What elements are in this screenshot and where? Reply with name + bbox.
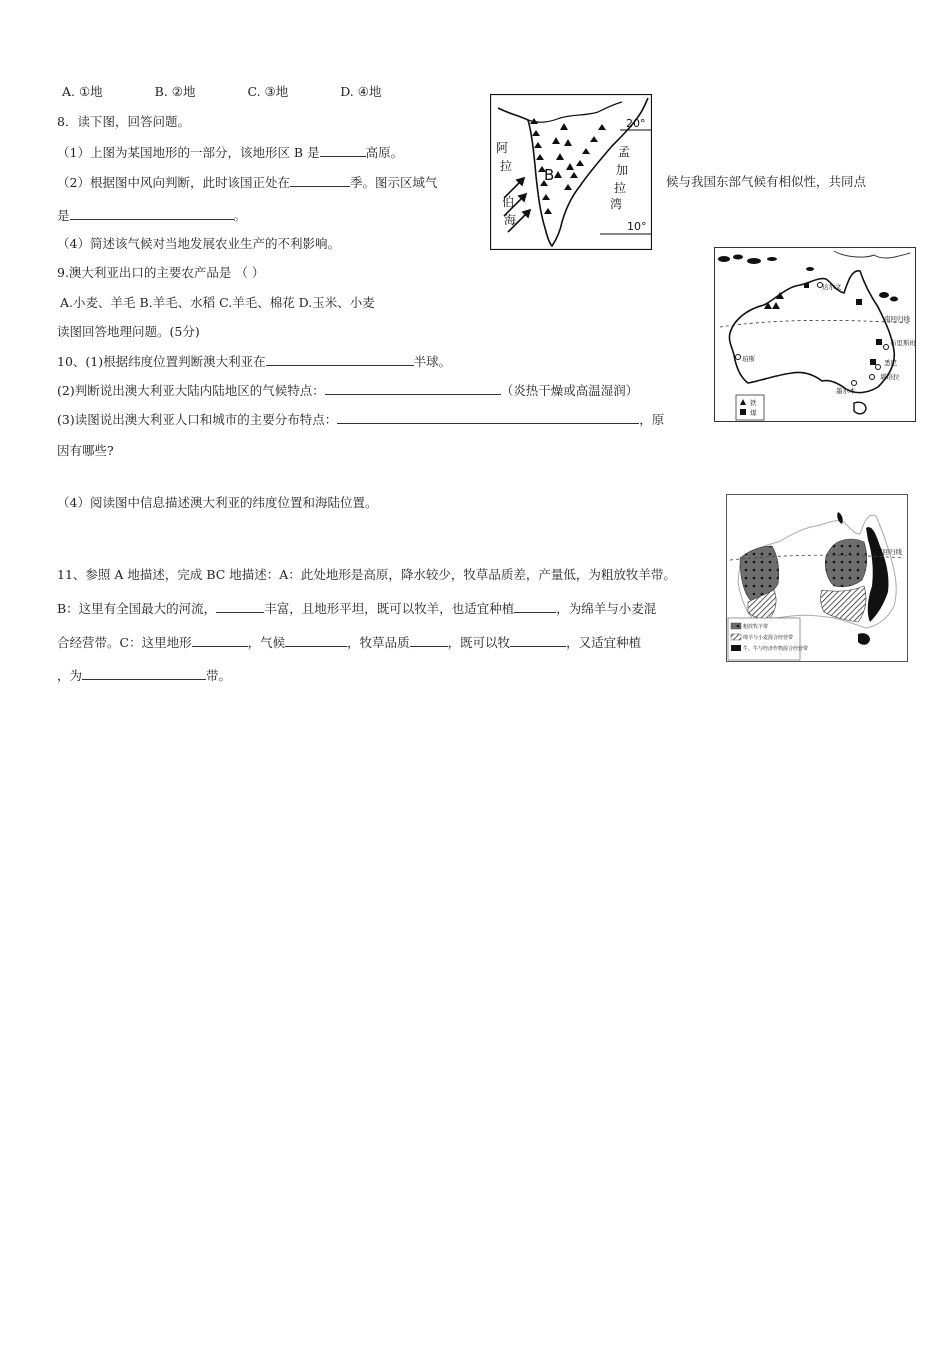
q11-c-terrain-blank[interactable] bbox=[192, 634, 248, 647]
city-brisbane: 布里斯班 bbox=[890, 339, 916, 347]
q10-part3: (3)读图说出澳大利亚人口和城市的主要分布特点： ，原 bbox=[57, 412, 665, 427]
australia-map-2-figure bbox=[726, 494, 908, 662]
svg-text:拉: 拉 bbox=[500, 159, 513, 173]
q11-c-grass-blank[interactable] bbox=[410, 634, 448, 647]
city-darwin: 达尔文 bbox=[822, 283, 842, 291]
q11-c-graze-blank[interactable] bbox=[510, 634, 566, 647]
q9-title: 9.澳大利亚出口的主要农产品是 （ ） bbox=[57, 265, 265, 280]
region-b-label: B bbox=[544, 166, 555, 184]
svg-text:南回归线: 南回归线 bbox=[884, 315, 910, 323]
q9-intro: 读图回答地理问题。(5分) bbox=[57, 324, 200, 339]
q7-option-d: D. ④地 bbox=[340, 84, 382, 99]
lat-10-label: 10° bbox=[627, 220, 647, 233]
q8-part2-right: 候与我国东部气候有相似性，共同点 bbox=[666, 174, 867, 189]
q11-b-crop-blank[interactable] bbox=[514, 600, 556, 613]
q10-part3-cont: 因有哪些? bbox=[57, 443, 114, 458]
svg-text:粗放牧羊带: 粗放牧羊带 bbox=[743, 624, 769, 630]
india-map-figure bbox=[490, 94, 652, 250]
q10-part2-blank[interactable] bbox=[325, 382, 501, 395]
q11-line1: 11、参照 A 地描述，完成 BC 地描述：A：此处地形是高原，降水较少，牧草品质差，产量低，为粗放牧羊带。 bbox=[57, 567, 676, 582]
svg-text:加: 加 bbox=[616, 163, 629, 177]
q11-c-climate-blank[interactable] bbox=[285, 634, 347, 647]
q10-part4: （4）阅读图中信息描述澳大利亚的纬度位置和海陆位置。 bbox=[57, 495, 378, 510]
city-sydney: 悉尼 bbox=[884, 359, 897, 367]
svg-text:湾: 湾 bbox=[610, 197, 623, 211]
q11-line2: B：这里有全国最大的河流， 丰富，且地形平坦，既可以牧羊，也适宜种植 ，为绵羊与小麦混 bbox=[57, 601, 657, 616]
svg-text:煤: 煤 bbox=[750, 409, 757, 417]
q7-options bbox=[62, 84, 381, 100]
q11-c-zone-blank[interactable] bbox=[82, 667, 206, 680]
q8-part2-cont: 是 。 bbox=[57, 208, 247, 223]
q7-option-c: C. ③地 bbox=[247, 84, 289, 99]
city-canberra: 堪培拉 bbox=[880, 373, 900, 381]
svg-text:绵羊与小麦混合经营带: 绵羊与小麦混合经营带 bbox=[743, 635, 794, 641]
q8-part4: （4）简述该气候对当地发展农业生产的不利影响。 bbox=[57, 236, 340, 251]
q10-part2: (2)判断说出澳大利亚大陆内陆地区的气候特点： （炎热干燥或高温湿润） bbox=[57, 383, 639, 398]
svg-text:拉: 拉 bbox=[614, 181, 627, 195]
svg-text:阿: 阿 bbox=[496, 141, 509, 155]
india-map bbox=[490, 94, 652, 250]
svg-text:铁: 铁 bbox=[750, 399, 757, 407]
q8-title: 8．读下图，回答问题。 bbox=[57, 114, 190, 129]
australia-map-1 bbox=[714, 247, 916, 422]
q7-option-a: A. ①地 bbox=[62, 84, 103, 99]
q11-b-resource-blank[interactable] bbox=[216, 600, 264, 613]
q8-part2-cont-blank[interactable] bbox=[70, 207, 234, 220]
q10-part1-blank[interactable] bbox=[266, 353, 414, 366]
q7-option-b: B. ②地 bbox=[154, 84, 196, 99]
svg-text:海: 海 bbox=[504, 213, 517, 227]
australia-map-2 bbox=[726, 494, 908, 662]
q8-part2-blank[interactable] bbox=[290, 174, 350, 187]
australia-map-1-figure bbox=[714, 247, 916, 422]
svg-text:牛、牛与经济作物混合经营带: 牛、牛与经济作物混合经营带 bbox=[743, 646, 809, 652]
q8-part2: （2）根据图中风向判断，此时该国正处在 季。图示区域气 bbox=[57, 175, 438, 190]
q8-part1: （1）上图为某国地形的一部分，该地形区 B 是 高原。 bbox=[57, 145, 404, 160]
q9-options: A.小麦、羊毛 B.羊毛、水稻 C.羊毛、棉花 D.玉米、小麦 bbox=[60, 295, 375, 310]
q10-part3-blank[interactable] bbox=[337, 411, 639, 424]
svg-text:孟: 孟 bbox=[618, 145, 631, 159]
svg-text:南回归线: 南回归线 bbox=[876, 548, 902, 556]
city-melbourne: 墨尔本 bbox=[836, 387, 856, 395]
q8-part1-blank[interactable] bbox=[320, 144, 366, 157]
lat-20-label: 20° bbox=[626, 117, 646, 130]
q11-line4: ，为 带。 bbox=[57, 668, 232, 683]
city-perth: 珀斯 bbox=[742, 355, 755, 363]
q10-part1: 10、(1)根据纬度位置判断澳大利亚在 半球。 bbox=[57, 354, 452, 369]
q11-line3: 合经营带。C：这里地形 ，气候 ，牧草品质 ，既可以牧 ，又适宜种植 bbox=[57, 635, 642, 650]
svg-text:伯: 伯 bbox=[502, 195, 515, 209]
